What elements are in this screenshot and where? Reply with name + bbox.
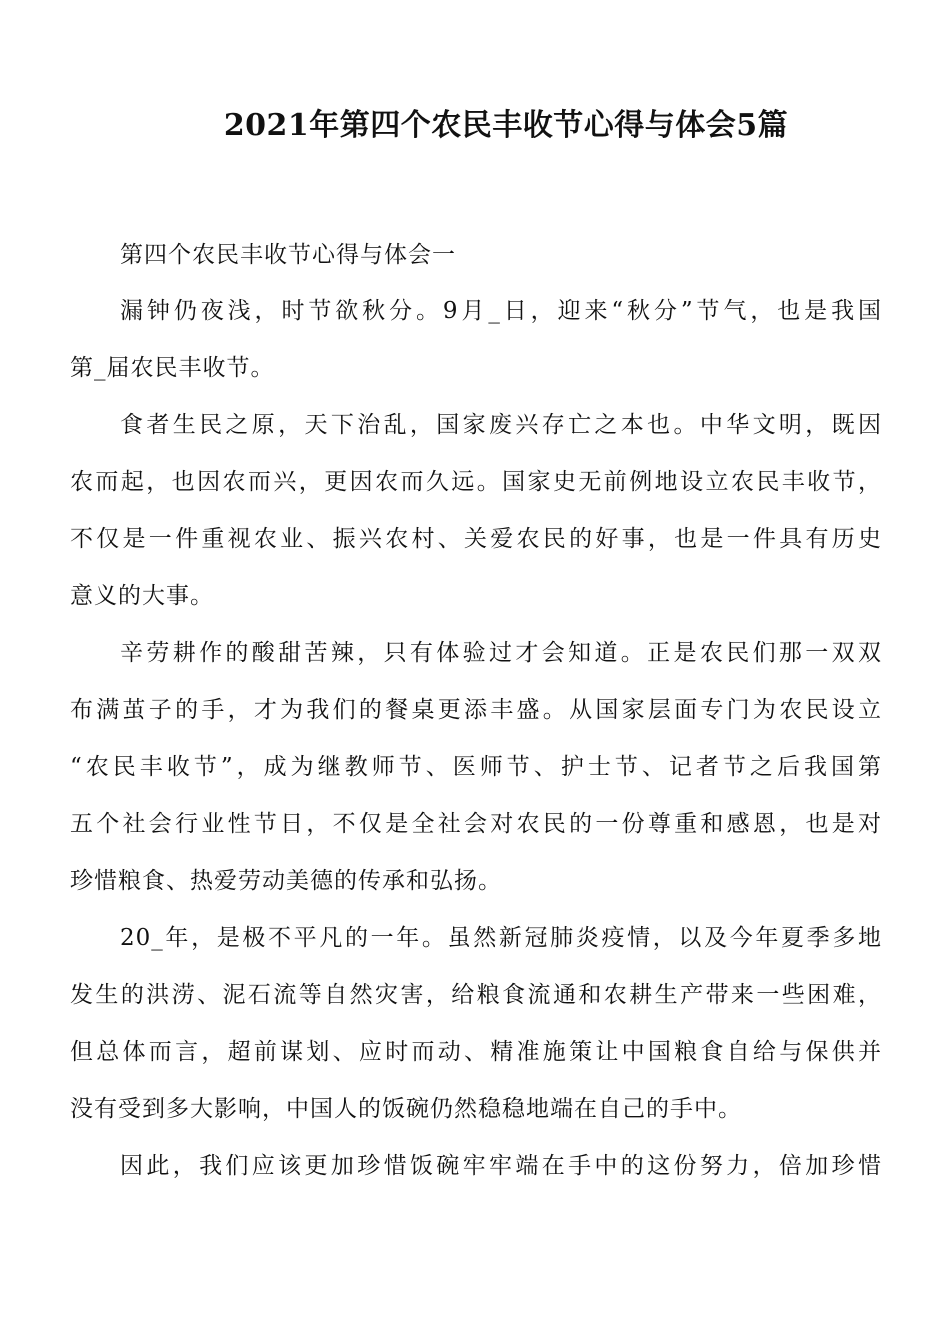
paragraph-line: 20_年，是极不平凡的一年。虽然新冠肺炎疫情，以及今年夏季多地	[120, 925, 882, 951]
paragraph-line: 辛劳耕作的酸甜苦辣，只有体验过才会知道。正是农民们那一双双	[120, 640, 882, 666]
paragraph-line: 没有受到多大影响，中国人的饭碗仍然稳稳地端在自己的手中。	[70, 1096, 742, 1122]
paragraph-line: 第_届农民丰收节。	[70, 355, 275, 381]
paragraph-line: 布满茧子的手，才为我们的餐桌更添丰盛。从国家层面专门为农民设立	[70, 697, 882, 723]
paragraph-line: 食者生民之原，天下治乱，国家废兴存亡之本也。中华文明，既因	[120, 412, 882, 438]
paragraph-line: 珍惜粮食、热爱劳动美德的传承和弘扬。	[70, 868, 502, 894]
paragraph-line: 农而起，也因农而兴，更因农而久远。国家史无前例地设立农民丰收节，	[70, 469, 882, 495]
section-heading: 第四个农民丰收节心得与体会一	[120, 242, 456, 268]
paragraph-line: 漏钟仍夜浅，时节欲秋分。9月_日，迎来“秋分”节气，也是我国	[120, 298, 882, 324]
paragraph-line: 发生的洪涝、泥石流等自然灾害，给粮食流通和农耕生产带来一些困难，	[70, 982, 882, 1008]
paragraph-line: 不仅是一件重视农业、振兴农村、关爱农民的好事，也是一件具有历史	[70, 526, 882, 552]
paragraph-line: “农民丰收节”，成为继教师节、医师节、护士节、记者节之后我国第	[70, 754, 882, 780]
paragraph-line: 五个社会行业性节日，不仅是全社会对农民的一份尊重和感恩，也是对	[70, 811, 882, 837]
document-title: 2021年第四个农民丰收节心得与体会5篇	[223, 108, 789, 143]
paragraph-line: 但总体而言，超前谋划、应时而动、精准施策让中国粮食自给与保供并	[70, 1039, 882, 1065]
paragraph-line: 因此，我们应该更加珍惜饭碗牢牢端在手中的这份努力，倍加珍惜	[120, 1153, 882, 1179]
paragraph-line: 意义的大事。	[70, 583, 214, 609]
